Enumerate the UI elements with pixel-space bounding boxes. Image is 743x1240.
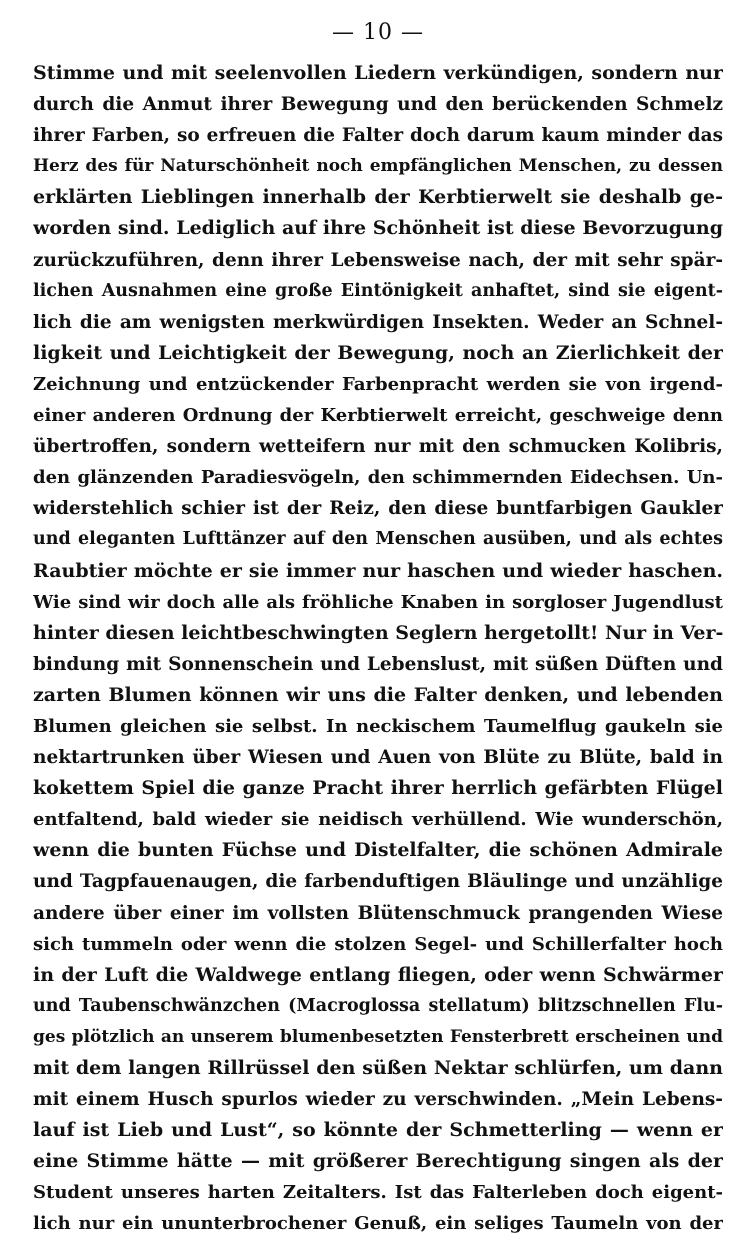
text-line: den glänzenden Paradiesvögeln, den schimmernden Eidechsen. Un- — [33, 467, 723, 489]
text-line: lich nur ein ununterbrochener Genuß, ein seliges Taumeln von der — [33, 1213, 723, 1235]
text-line: wenn die bunten Füchse und Distelfalter, die schönen Admirale — [33, 839, 723, 862]
text-line: durch die Anmut ihrer Bewegung und den berückenden Schmelz — [33, 94, 723, 116]
text-line: Zeichnung und entzückender Farbenpracht werden sie von irgend- — [33, 373, 723, 395]
text-line: lichen Ausnahmen eine große Eintönigkeit anhaftet, sind sie eigent- — [33, 280, 723, 301]
page-number: — 10 — — [332, 20, 424, 45]
text-line: andere über einer im vollsten Blütenschmuck prangenden Wiese — [33, 902, 723, 924]
text-line: in der Luft die Waldwege entlang fliegen, oder wenn Schwärmer — [33, 963, 723, 986]
text-line: widerstehlich schier ist der Reiz, den diese buntfarbigen Gaukler — [33, 498, 723, 520]
text-line: und eleganten Lufttänzer auf den Menschen ausüben, und als echtes — [33, 529, 723, 550]
text-line: ges plötzlich an unserem blumenbesetzten Fensterbrett erscheinen und — [33, 1026, 723, 1047]
text-line: hinter diesen leichtbeschwingten Seglern hergetollt! Nur in Ver- — [33, 621, 723, 644]
text-line: lich die am wenigsten merkwürdigen Insekten. Weder an Schnel- — [33, 311, 723, 333]
text-line: zarten Blumen können wir uns die Falter denken, und lebenden — [33, 683, 723, 706]
body-text — [33, 58, 723, 1240]
text-line: Stimme und mit seelenvollen Liedern verkündigen, sondern nur — [33, 62, 723, 84]
text-line: ihrer Farben, so erfreuen die Falter doch darum kaum minder das — [33, 125, 723, 147]
text-line: erklärten Lieblingen innerhalb der Kerbtierwelt sie deshalb ge- — [33, 186, 723, 209]
text-line: bindung mit Sonnenschein und Lebenslust, mit süßen Düften und — [33, 653, 723, 675]
text-line: übertroffen, sondern wetteifern nur mit den schmucken Kolibris, — [33, 436, 723, 458]
text-line: einer anderen Ordnung der Kerbtierwelt erreicht, geschweige denn — [33, 405, 723, 427]
text-line: lauf ist Lieb und Lust“, so könnte der Schmetterling — wenn er — [33, 1119, 723, 1142]
text-line: eine Stimme hätte — mit größerer Berechtigung singen als der — [33, 1150, 723, 1173]
text-line: Student unseres harten Zeitalters. Ist das Falterleben doch eigent- — [33, 1182, 723, 1204]
text-line: nektartrunken über Wiesen und Auen von Blüte zu Blüte, bald in — [33, 747, 723, 769]
text-line: mit einem Husch spurlos wieder zu verschwinden. „Mein Lebens- — [33, 1089, 723, 1111]
text-line: Herz des für Naturschönheit noch empfänglichen Menschen, zu dessen — [33, 156, 723, 177]
text-line: Wie sind wir doch alle als fröhliche Knaben in sorgloser Jugendlust — [33, 591, 723, 613]
text-line: und Tagpfauenaugen, die farbenduftigen Bläulinge und unzählige — [33, 871, 723, 893]
text-line: Raubtier möchte er sie immer nur haschen und wieder haschen. — [33, 559, 723, 582]
text-line: ligkeit und Leichtigkeit der Bewegung, noch an Zierlichkeit der — [33, 341, 723, 364]
text-line: kokettem Spiel die ganze Pracht ihrer herrlich gefärbten Flügel — [33, 777, 723, 800]
text-line: entfaltend, bald wieder sie neidisch verhüllend. Wie wunderschön, — [33, 809, 723, 831]
text-line: zurückzuführen, denn ihrer Lebensweise nach, der mit sehr spär- — [33, 249, 723, 271]
text-line: worden sind. Lediglich auf ihre Schönheit ist diese Bevorzugung — [33, 217, 723, 240]
text-line: Blumen gleichen sie selbst. In neckischem Taumelflug gaukeln sie — [33, 715, 723, 737]
text-line: und Taubenschwänzchen (Macroglossa stellatum) blitzschnellen Flu- — [33, 995, 723, 1016]
text-line: mit dem langen Rillrüssel den süßen Nektar schlürfen, um dann — [33, 1057, 723, 1079]
text-line: sich tummeln oder wenn die stolzen Segel- und Schillerfalter hoch — [33, 933, 723, 955]
